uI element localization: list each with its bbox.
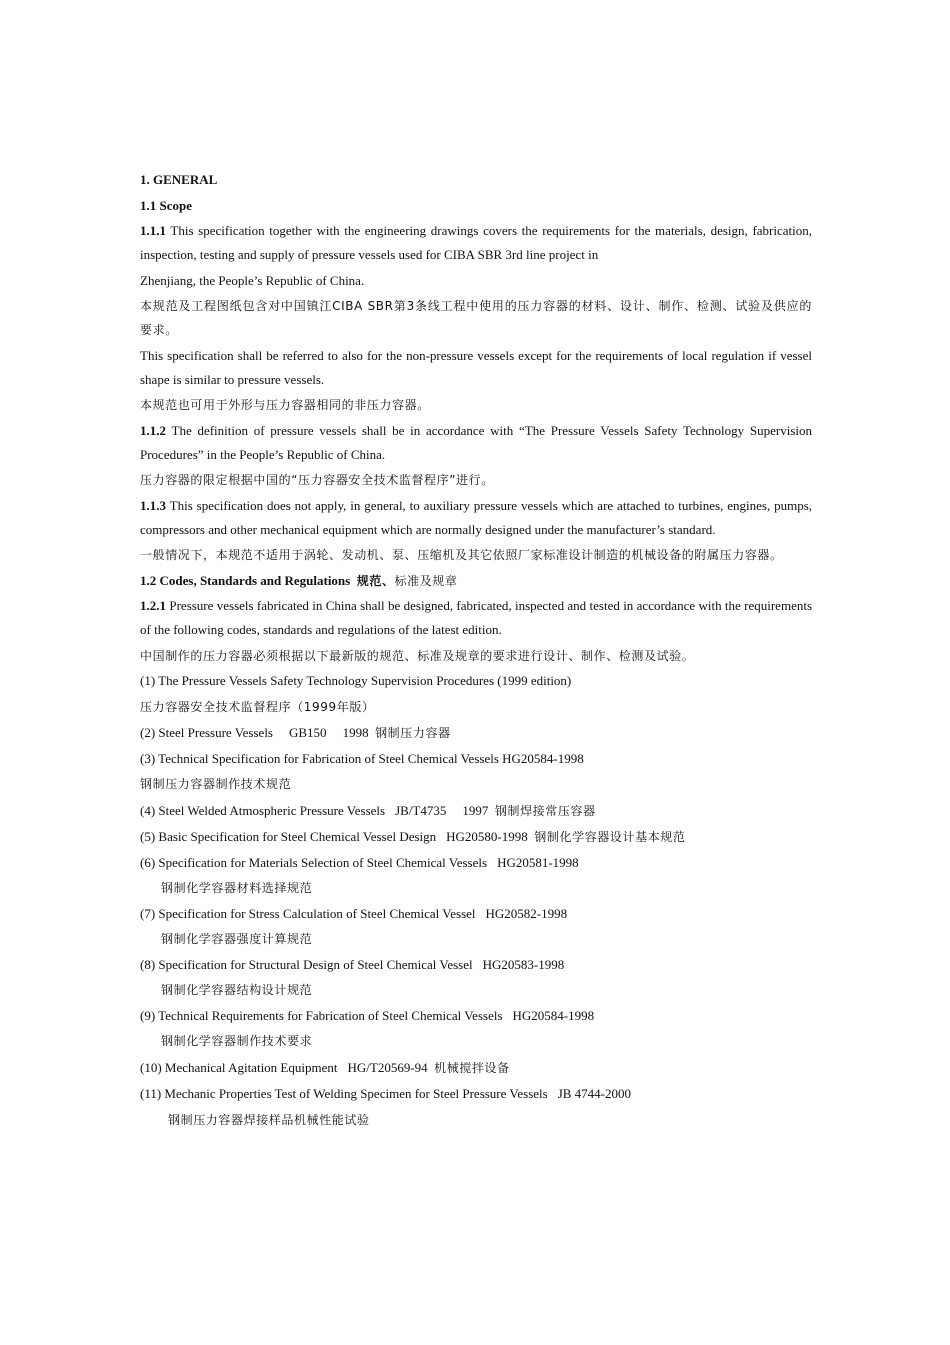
paragraph-1-2-1-cn: 中国制作的压力容器必须根据以下最新版的规范、标准及规章的要求进行设计、制作、检测及试验。	[140, 648, 695, 663]
list-item-7-cn: 钢制化学容器强度计算规范	[161, 932, 313, 946]
list-item-6	[140, 851, 812, 875]
clause-number: 1.1.3	[140, 497, 166, 513]
list-item-9-cn: 钢制化学容器制作技术要求	[161, 1034, 313, 1048]
list-item-11	[140, 1082, 812, 1106]
paragraph-1-1-3	[140, 494, 812, 542]
heading-en: 1.2 Codes, Standards and Regulations	[140, 572, 351, 588]
item-cn: 钢制压力容器	[375, 726, 451, 740]
clause-text: This specification together with the engineering drawings covers the requirements for the materials, design, fabrication, inspection, testing and supply of pressure vessels used for CIBA SBR 3rd line project in	[140, 223, 812, 262]
item-code: HG20580-1998	[446, 829, 528, 844]
paragraph-1-1-1-nonpressure-cn: 本规范也可用于外形与压力容器相同的非压力容器。	[140, 398, 430, 412]
list-item-6-cn: 钢制化学容器材料选择规范	[161, 881, 313, 895]
item-title: (9) Technical Requirements for Fabrication of Steel Chemical Vessels	[140, 1007, 503, 1023]
clause-number: 1.2.1	[140, 598, 166, 613]
item-title: (6) Specification for Materials Selection of Steel Chemical Vessels	[140, 854, 488, 870]
clause-text: The definition of pressure vessels shall be in accordance with “The Pressure Vessels Safety Technology Supervision Procedures” in the People’s Republic of China.	[140, 422, 812, 462]
list-item-3-cn: 钢制压力容器制作技术规范	[140, 777, 292, 791]
heading-cn-bold: 规范、	[356, 573, 395, 588]
paragraph-1-1-1-nonpressure: This specification shall be referred to also for the non-pressure vessels except for the requirements of local regulation if vessel shape is similar to pressure vessels.	[140, 347, 812, 387]
list-item-10	[140, 1056, 812, 1080]
list-item-2	[140, 721, 812, 745]
paragraph-1-2-1	[140, 594, 812, 642]
item-code: GB150	[289, 725, 327, 740]
item-title: (11) Mechanic Properties Test of Welding Specimen for Steel Pressure Vessels	[140, 1086, 548, 1101]
item-title: (8) Specification for Structural Design of Steel Chemical Vessel	[140, 956, 473, 972]
item-title: (4) Steel Welded Atmospheric Pressure Vessels	[140, 802, 386, 818]
clause-number: 1.1.1	[140, 223, 166, 238]
item-cn: 钢制化学容器设计基本规范	[534, 830, 686, 844]
paragraph-1-1-1-cn: 本规范及工程图纸包含对中国镇江CIBA SBR第3条线工程中使用的压力容器的材料、设计、制作、检测、试验及供应的要求。	[140, 299, 812, 337]
paragraph-1-1-2	[140, 419, 812, 467]
item-code: JB/T4735	[395, 802, 447, 818]
item-year: 1997	[462, 802, 489, 818]
clause-number: 1.1.2	[140, 422, 166, 438]
heading-cn: 标准及规章	[394, 573, 458, 588]
item-cn: 钢制焊接常压容器	[494, 803, 596, 818]
item-code: HG20583-1998	[482, 956, 565, 972]
paragraph-1-1-3-cn: 一般情况下，本规范不适用于涡轮、发动机、泵、压缩机及其它依照厂家标准设计制造的机械设备的附属压力容器。	[140, 548, 783, 562]
paragraph-1-1-2-cn: 压力容器的限定根据中国的“压力容器安全技术监督程序”进行。	[140, 473, 494, 487]
item-cn: 机械搅拌设备	[434, 1060, 510, 1075]
list-item-11-cn: 钢制压力容器焊接样品机械性能试验	[168, 1112, 370, 1127]
section-heading-scope: 1.1 Scope	[140, 197, 192, 213]
list-item-4	[140, 799, 812, 823]
paragraph-1-1-1	[140, 219, 812, 267]
item-code: HG20581-1998	[497, 854, 579, 870]
section-heading-codes	[140, 569, 812, 593]
list-item-5	[140, 825, 812, 849]
list-item-8	[140, 953, 812, 977]
clause-text: This specification does not apply, in general, to auxiliary pressure vessels which are attached to turbines, engines, pumps, compressors and other mechanical equipment which are normally designed under the manufacturer’s standard.	[140, 497, 813, 537]
item-title: (10) Mechanical Agitation Equipment	[140, 1059, 338, 1075]
item-code: HG/T20569-94	[347, 1059, 428, 1075]
list-item-8-cn: 钢制化学容器结构设计规范	[161, 983, 313, 997]
document-page	[140, 168, 812, 1133]
item-code: HG20584-1998	[512, 1007, 595, 1023]
list-item-3: (3) Technical Specification for Fabrication of Steel Chemical Vessels HG20584-1998	[140, 750, 584, 766]
item-title: (5) Basic Specification for Steel Chemical Vessel Design	[140, 829, 437, 844]
item-title: (7) Specification for Stress Calculation of Steel Chemical Vessel	[140, 905, 476, 921]
list-item-9	[140, 1004, 812, 1028]
item-year: 1998	[342, 725, 369, 740]
section-heading-general: 1. GENERAL	[140, 172, 218, 187]
clause-text: Pressure vessels fabricated in China shall be designed, fabricated, inspected and tested in accordance with the requirements of the following codes, standards and regulations of the latest edition.	[140, 598, 813, 637]
item-code: JB 4744-2000	[557, 1086, 632, 1101]
item-title: (2) Steel Pressure Vessels	[140, 725, 273, 740]
item-code: HG20582-1998	[485, 905, 568, 921]
list-item-1: (1) The Pressure Vessels Safety Technology Supervision Procedures (1999 edition)	[140, 673, 572, 688]
list-item-1-cn: 压力容器安全技术监督程序（1999年版）	[140, 699, 375, 714]
paragraph-1-1-1-cont: Zhenjiang, the People’s Republic of China.	[140, 272, 365, 288]
list-item-7	[140, 902, 812, 926]
